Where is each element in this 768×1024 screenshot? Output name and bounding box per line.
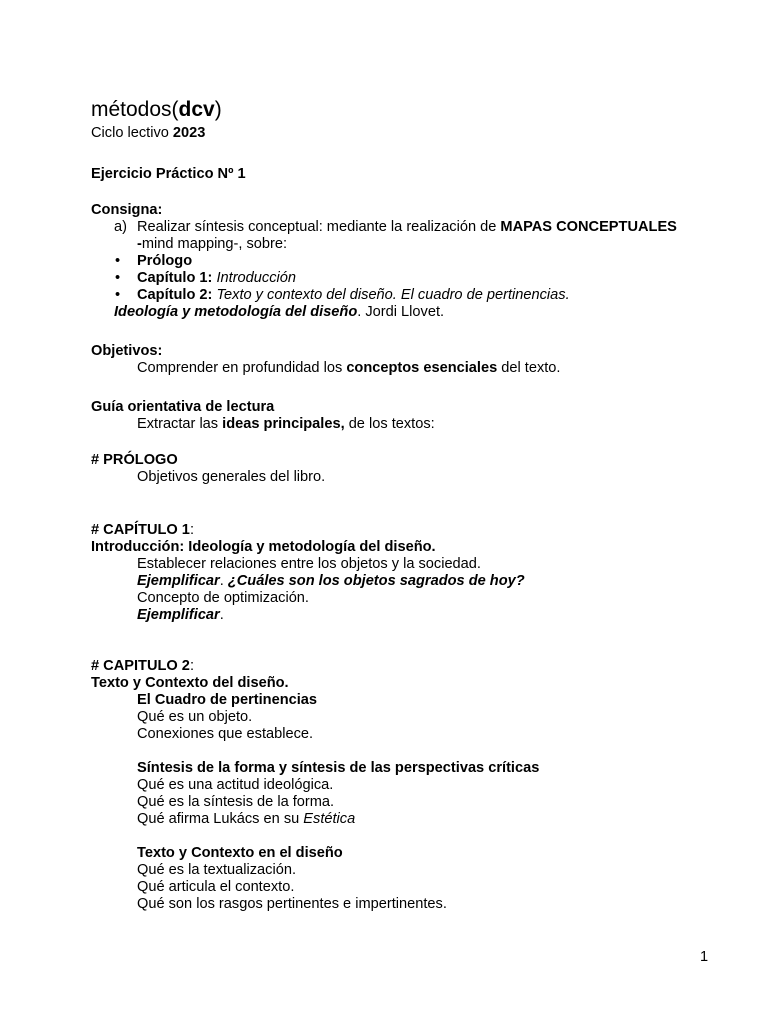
consigna-item-a-cont [91,236,731,253]
document-page [91,98,731,913]
capitulo1-line: Concepto de optimización. [137,590,309,606]
capitulo2-heading-text: # CAPITULO 2 [91,658,190,674]
capitulo1-colon: : [189,522,194,538]
capitulo2-subtitle: Texto y Contexto del diseño. [91,675,289,691]
consigna-item-dash: - [137,236,142,252]
capitulo1-subtitle: Introducción: Ideología y metodología del diseño. [91,539,436,555]
capitulo1-heading [91,522,731,539]
separator: . [219,573,228,589]
lukacs-italic: Estética [303,811,356,827]
objetivos-text-2: del texto. [497,360,561,376]
bullet-bold: Capítulo 2: [137,287,217,303]
consigna-item-bold: MAPAS CONCEPTUALES [500,219,677,235]
consigna-item-a [91,219,731,236]
consigna-item-text: Realizar síntesis conceptual: mediante la realización de [137,219,501,235]
page-number: 1 [700,949,709,965]
bullet-item [91,253,731,270]
guia-text [91,416,731,433]
guia-text-bold: ideas principales, [222,416,345,432]
section-line: Conexiones que establece. [137,726,314,742]
section-line: Qué es la textualización. [137,862,296,878]
title-brand: dcv [178,98,215,121]
document-title [91,98,731,122]
question-text: ¿Cuáles son los objetos sagrados de hoy? [227,573,525,589]
capitulo2-colon: : [189,658,194,674]
capitulo1-line [91,573,731,590]
consigna-heading: Consigna: [91,202,163,218]
section-line: Qué es la síntesis de la forma. [137,794,335,810]
ejemplificar-text: Ejemplificar [137,573,220,589]
objetivos-text-1: Comprender en profundidad los [137,360,347,376]
ejemplificar-text: Ejemplificar [137,607,220,623]
book-author: . Jordi Llovet. [357,304,445,320]
guia-text-1: Extractar las [137,416,223,432]
guia-text-2: de los textos: [344,416,435,432]
book-title: Ideología y metodología del diseño [114,304,358,320]
book-reference [91,304,731,321]
section-title: El Cuadro de pertinencias [137,692,318,708]
capitulo1-line: Establecer relaciones entre los objetos y la sociedad. [137,556,481,572]
cycle-year: 2023 [172,125,206,141]
bullet-bold: Prólogo [137,253,193,269]
consigna-item-rest: mind mapping-, sobre: [141,236,288,252]
title-prefix: métodos( [91,98,179,121]
capitulo1-line [91,607,731,624]
section-title: Síntesis de la forma y síntesis de las perspectivas críticas [137,760,540,776]
section-line [91,811,731,828]
lukacs-text: Qué afirma Lukács en su [137,811,304,827]
prologo-heading: # PRÓLOGO [91,452,178,468]
title-suffix: ) [214,98,222,121]
bullet-icon: • [115,270,121,286]
section-line: Qué es un objeto. [137,709,253,725]
section-title: Texto y Contexto en el diseño [137,845,343,861]
bullet-icon: • [115,253,121,269]
period: . [219,607,224,623]
cycle-line [91,125,731,142]
bullet-item [91,287,731,304]
section-line: Qué son los rasgos pertinentes e impertinentes. [137,896,447,912]
bullet-bold: Capítulo 1: [137,270,217,286]
prologo-line: Objetivos generales del libro. [137,469,326,485]
objetivos-text-bold: conceptos esenciales [346,360,498,376]
bullet-item [91,270,731,287]
capitulo2-heading [91,658,731,675]
section-line: Qué es una actitud ideológica. [137,777,334,793]
item-marker: a) [114,219,127,235]
section-line: Qué articula el contexto. [137,879,295,895]
cycle-label: Ciclo lectivo [91,125,173,141]
guia-heading: Guía orientativa de lectura [91,399,275,415]
capitulo1-heading-text: # CAPÍTULO 1 [91,522,190,538]
bullet-italic: Introducción [216,270,296,286]
bullet-italic: Texto y contexto del diseño. El cuadro de pertinencias. [216,287,570,303]
bullet-icon: • [115,287,121,303]
objetivos-heading: Objetivos: [91,343,163,359]
exercise-title: Ejercicio Práctico Nº 1 [91,166,246,182]
objetivos-text [91,360,731,377]
